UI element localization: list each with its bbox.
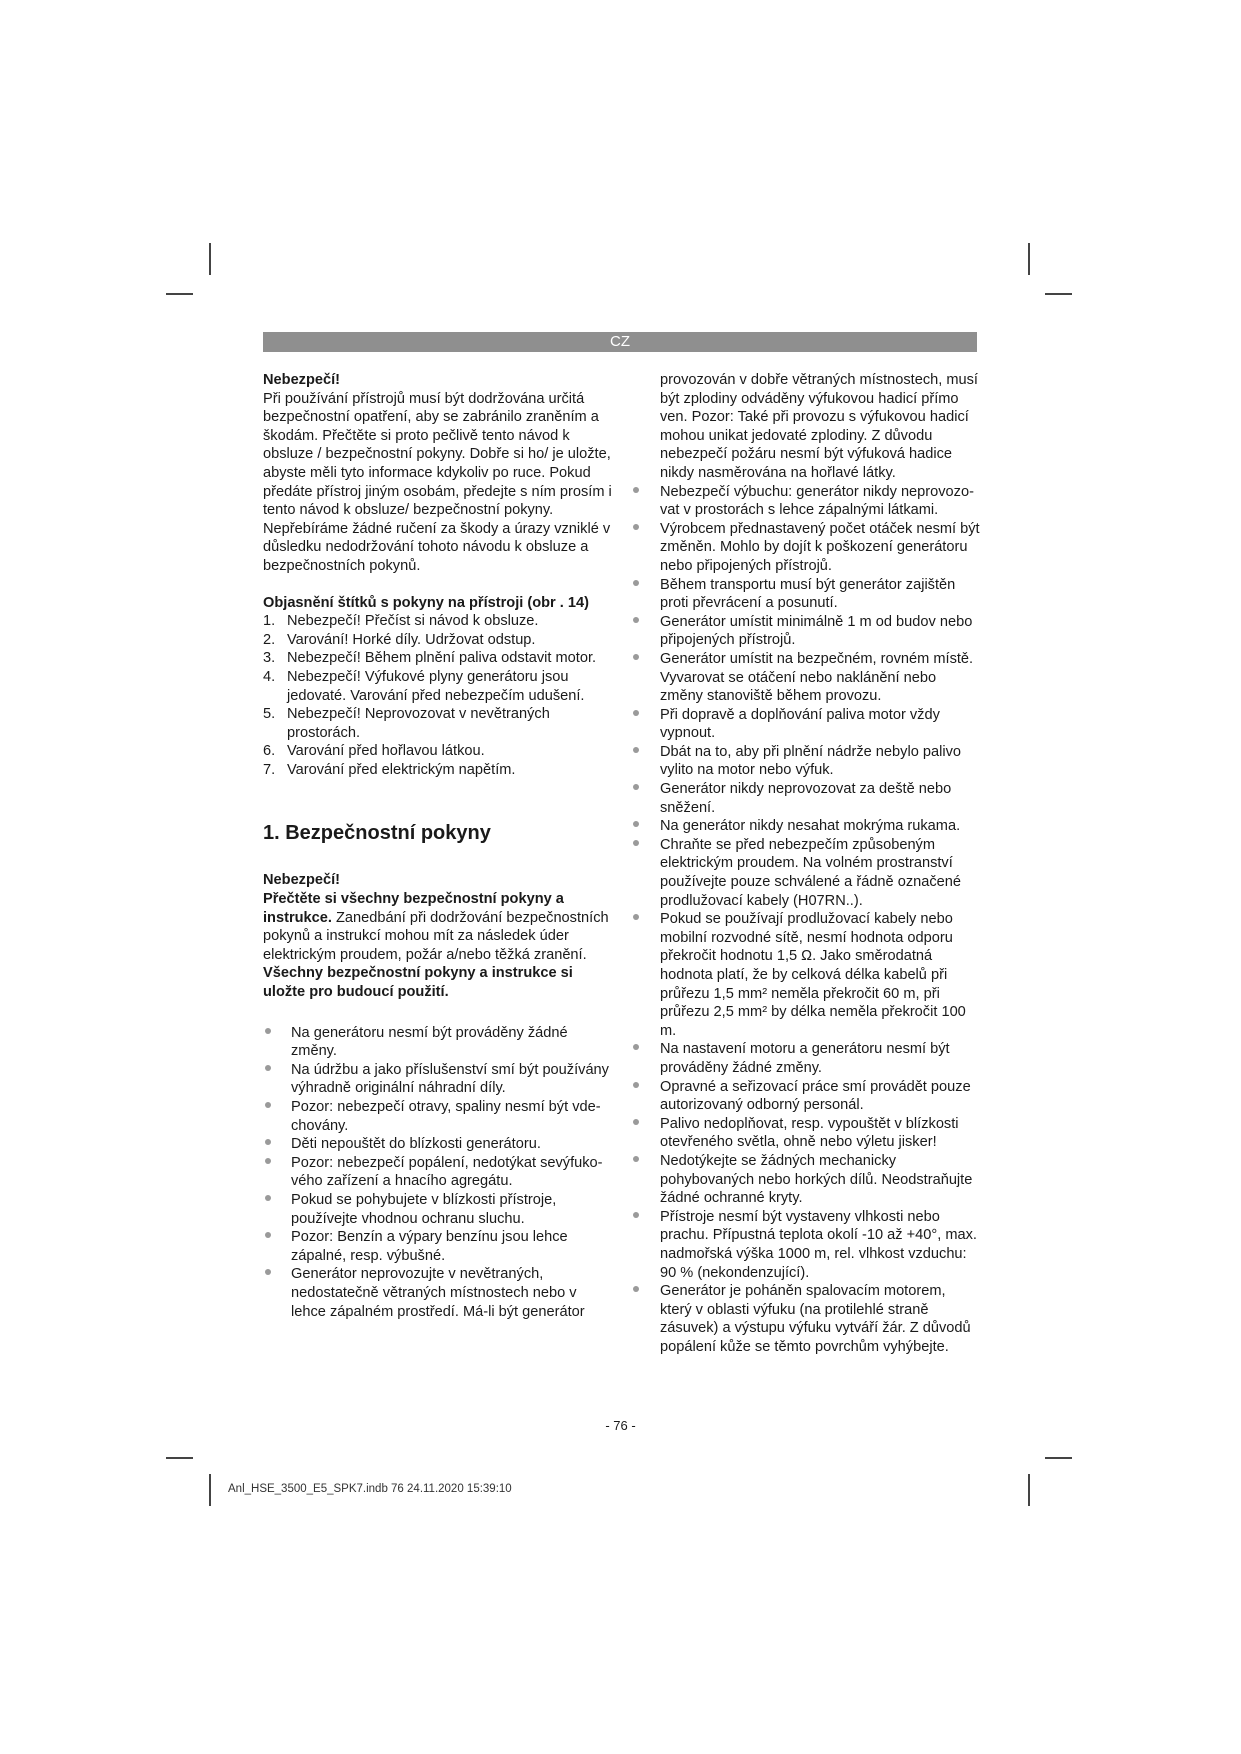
item-text: Generátor nikdy neprovozovat za deště nebo sněžení. bbox=[660, 781, 952, 816]
crop-mark-bottom-left-v bbox=[209, 1474, 211, 1506]
list-item bbox=[660, 1152, 980, 1208]
item-text: Nebezpečí! Výfukové plyny generátoru jsou jedovaté. Varování před nebezpečím udušení. bbox=[287, 668, 585, 704]
list-item bbox=[263, 1061, 615, 1098]
item-text: Chraňte se před nebezpečím způsobeným elektrickým proudem. Na volném prostranství používejte pouze schválené a řádně označené prodlužovací kabely (H07RN..). bbox=[660, 836, 962, 909]
bullet-icon bbox=[633, 524, 639, 530]
print-footer: Anl_HSE_3500_E5_SPK7.indb 76 24.11.2020 15:39:10 bbox=[228, 1483, 512, 1495]
list-item bbox=[263, 612, 615, 631]
danger-heading: Nebezpečí! bbox=[263, 372, 341, 388]
item-text: Pokud se pohybujete v blízkosti přístroje, používejte vhodnou ochranu sluchu. bbox=[291, 1191, 557, 1227]
list-item bbox=[263, 1154, 615, 1191]
item-number: 3. bbox=[263, 650, 276, 667]
bullet-icon bbox=[265, 1065, 271, 1071]
bullet-icon bbox=[633, 580, 639, 586]
list-item bbox=[263, 649, 615, 668]
list-item bbox=[263, 1098, 615, 1135]
list-item bbox=[263, 761, 615, 780]
list-item bbox=[660, 780, 980, 817]
section-title: 1. Bezpečnostní pokyny bbox=[263, 822, 491, 845]
warning-paragraph bbox=[263, 890, 615, 1002]
crop-mark-top-right-h bbox=[1045, 293, 1072, 295]
list-item bbox=[660, 1208, 980, 1282]
list-item bbox=[660, 706, 980, 743]
item-text: Na údržbu a jako příslušenství smí být používány výhradně originální náhradní díly. bbox=[291, 1061, 609, 1097]
language-header-bar bbox=[263, 332, 977, 352]
bullet-icon bbox=[633, 1082, 639, 1088]
bullet-icon bbox=[265, 1158, 271, 1164]
page-number: - 76 - bbox=[605, 1418, 636, 1433]
item-number: 1. bbox=[263, 613, 276, 630]
item-text: Děti nepouštět do blízkosti generátoru. bbox=[291, 1136, 541, 1153]
item-text: Pozor: nebezpečí otravy, spaliny nesmí být vde-chovány. bbox=[291, 1099, 601, 1134]
item-text: Pozor: Benzín a výpary benzínu jsou lehce zápalné, resp. výbušné. bbox=[291, 1229, 568, 1264]
list-item bbox=[660, 520, 980, 576]
item-text: Palivo nedoplňovat, resp. vypouštět v blízkosti otevřeného světla, ohně nebo výletu jisker! bbox=[660, 1115, 959, 1151]
item-text: Generátor umístit na bezpečném, rovném místě. Vyvarovat se otáčení nebo naklánění nebo změny stanoviště během provozu. bbox=[660, 650, 974, 705]
list-item bbox=[660, 836, 980, 910]
item-text: Výrobcem přednastavený počet otáček nesmí být změněn. Mohlo by dojít k poškození generátoru nebo připojených přístrojů. bbox=[660, 520, 980, 574]
item-text: Nebezpečí! Přečíst si návod k obsluze. bbox=[287, 613, 539, 630]
bullet-icon bbox=[633, 840, 639, 846]
item-text: Dbát na to, aby při plnění nádrže nebylo palivo vylito na motor nebo výfuk. bbox=[660, 743, 961, 779]
bullet-icon bbox=[633, 617, 639, 623]
right-column bbox=[660, 371, 980, 1356]
bullet-icon bbox=[633, 747, 639, 753]
list-item bbox=[660, 483, 980, 520]
warning-bold-lead: Přečtěte si všechny bezpečnostní pokyny a instrukce. bbox=[263, 891, 564, 926]
bullet-icon bbox=[265, 1232, 271, 1238]
bullet-icon bbox=[633, 1156, 639, 1162]
crop-mark-bottom-right-h bbox=[1045, 1457, 1072, 1459]
bullet-icon bbox=[633, 1212, 639, 1218]
language-code: CZ bbox=[610, 333, 630, 350]
left-column bbox=[263, 371, 615, 1321]
bullet-icon bbox=[265, 1102, 271, 1108]
safety-bullets-right bbox=[660, 483, 980, 1357]
bullet-icon bbox=[633, 914, 639, 920]
item-number: 7. bbox=[263, 761, 276, 778]
list-item bbox=[263, 1191, 615, 1228]
item-text: Na generátoru nesmí být prováděny žádné změny. bbox=[291, 1024, 568, 1060]
bullet-icon bbox=[265, 1195, 271, 1201]
bullet-icon bbox=[265, 1139, 271, 1145]
item-text: Pozor: nebezpečí popálení, nedotýkat sevýfuko-vého zařízení a hnacího agregátu. bbox=[291, 1154, 603, 1190]
list-item bbox=[660, 910, 980, 1040]
crop-mark-bottom-right-v bbox=[1028, 1474, 1030, 1506]
item-text: Při dopravě a doplňování paliva motor vždy vypnout. bbox=[660, 706, 940, 742]
bullet-icon bbox=[633, 1286, 639, 1292]
list-item bbox=[263, 1265, 615, 1321]
labels-heading: Objasnění štítků s pokyny na přístroji (obr . 14) bbox=[263, 594, 589, 611]
crop-mark-top-left-h bbox=[166, 293, 193, 295]
bullet-icon bbox=[633, 784, 639, 790]
item-text: Nebezpečí výbuchu: generátor nikdy neprovozo-vat v prostorách s lehce zápalnými látkami. bbox=[660, 483, 974, 519]
bullet-icon bbox=[265, 1269, 271, 1275]
crop-mark-top-right-v bbox=[1028, 243, 1030, 275]
item-text: Nebezpečí! Neprovozovat v nevětraných prostorách. bbox=[287, 706, 550, 741]
item-text: Varování! Horké díly. Udržovat odstup. bbox=[287, 631, 536, 648]
item-text: Nedotýkejte se žádných mechanicky pohybovaných nebo horkých dílů. Neodstraňujte žádné ochranné kryty. bbox=[660, 1152, 973, 1207]
item-text: Generátor je poháněn spalovacím motorem, který v oblasti výfuku (na protilehlé straně zásuvek) a výstupu výfuku vytváří žár. Z důvodů popálení kůže se těmto povrchům vyhýbejte. bbox=[660, 1283, 971, 1355]
crop-mark-bottom-left-h bbox=[166, 1457, 193, 1459]
bullet-icon bbox=[633, 487, 639, 493]
continuation-text: provozován v dobře větraných místnostech, musí být zplodiny odváděny výfukovou hadicí přímo ven. Pozor: Také při provozu s výfukovou hadicí mohou unikat jedovaté zplodiny. Z důvodu nebezpečí požáru nesmí být výfuková hadice nikdy nasměrována na hořlavé látky. bbox=[660, 372, 978, 481]
bullet-icon bbox=[633, 821, 639, 827]
list-item bbox=[263, 631, 615, 650]
bullet-icon bbox=[633, 654, 639, 660]
item-number: 4. bbox=[263, 668, 276, 685]
list-item bbox=[660, 1078, 980, 1115]
warning-text: Zanedbání při dodržování bezpečnostních pokynů a instrukcí mohou mít za následek úder elektrickým proudem, požár a/nebo těžká zranění. bbox=[263, 909, 609, 963]
list-item bbox=[660, 1115, 980, 1152]
list-item bbox=[263, 1228, 615, 1265]
labels-list bbox=[263, 612, 615, 779]
warning-heading: Nebezpečí! bbox=[263, 872, 341, 889]
item-text: Přístroje nesmí být vystaveny vlhkosti nebo prachu. Přípustná teplota okolí -10 až +40°, max. nadmořská výška 1000 m, rel. vlhkost vzduchu: 90 % (nekondenzující). bbox=[660, 1208, 977, 1281]
item-text: Generátor neprovozujte v nevětraných, nedostatečně větraných místnostech nebo v lehce zápalném prostředí. Má-li být generátor bbox=[291, 1266, 585, 1320]
bullet-icon bbox=[633, 710, 639, 716]
list-item bbox=[263, 742, 615, 761]
list-item bbox=[660, 613, 980, 650]
item-text: Pokud se používají prodlužovací kabely nebo mobilní rozvodné sítě, nesmí hodnota odporu překročit hodnotu 1,5 Ω. Jako směrodatná hodnota platí, že by celková délka kabelů při průřezu 1,5 mm² neměla překročit 60 m, při průřezu 2,5 mm² by délka neměla překročit 100 m. bbox=[660, 911, 966, 1039]
crop-mark-top-left-v bbox=[209, 243, 211, 275]
item-text: Na nastavení motoru a generátoru nesmí být prováděny žádné změny. bbox=[660, 1041, 950, 1076]
bullet-icon bbox=[633, 1119, 639, 1125]
danger-text: Při používání přístrojů musí být dodržována určitá bezpečnostní opatření, aby se zabránilo zraněním a škodám. Přečtěte si proto pečlivě tento návod k obsluze / bezpečnostní pokyny. Dobře si ho/ je uložte, abyste měli tyto informace kdykoliv po ruce. Pokud předáte přístroj jiným osobám, předejte s ním prosím i tento návod k obsluze/ bezpečnostní pokyny. Nepřebíráme žádné ručení za škody a úrazy vzniklé v důsledku nedodržování tohoto návodu k obsluze a bezpečnostních pokynů. bbox=[263, 390, 612, 574]
list-item bbox=[263, 1135, 615, 1154]
item-text: Varování před elektrickým napětím. bbox=[287, 761, 516, 778]
warning-bold-tail: Všechny bezpečnostní pokyny a instrukce si uložte pro budoucí použití. bbox=[263, 965, 573, 1001]
item-text: Během transportu musí být generátor zajištěn proti převrácení a posunutí. bbox=[660, 576, 956, 612]
list-item bbox=[660, 650, 980, 706]
item-number: 5. bbox=[263, 706, 276, 723]
list-item bbox=[660, 576, 980, 613]
list-item bbox=[263, 668, 615, 705]
item-text: Nebezpečí! Během plnění paliva odstavit motor. bbox=[287, 650, 597, 667]
list-item bbox=[660, 1282, 980, 1356]
list-item bbox=[263, 1024, 615, 1061]
item-text: Varování před hořlavou látkou. bbox=[287, 743, 485, 760]
item-number: 2. bbox=[263, 631, 276, 648]
list-item bbox=[660, 743, 980, 780]
bullet-icon bbox=[633, 1044, 639, 1050]
bullet-icon bbox=[265, 1028, 271, 1034]
item-text: Generátor umístit minimálně 1 m od budov nebo připojených přístrojů. bbox=[660, 613, 973, 649]
list-item bbox=[660, 1040, 980, 1077]
item-text: Opravné a seřizovací práce smí provádět pouze autorizovaný odborný personál. bbox=[660, 1078, 971, 1114]
item-text: Na generátor nikdy nesahat mokrýma rukama. bbox=[660, 818, 961, 835]
list-item bbox=[660, 817, 980, 836]
item-number: 6. bbox=[263, 743, 276, 760]
safety-bullets-left bbox=[263, 1024, 615, 1322]
list-item bbox=[263, 705, 615, 742]
